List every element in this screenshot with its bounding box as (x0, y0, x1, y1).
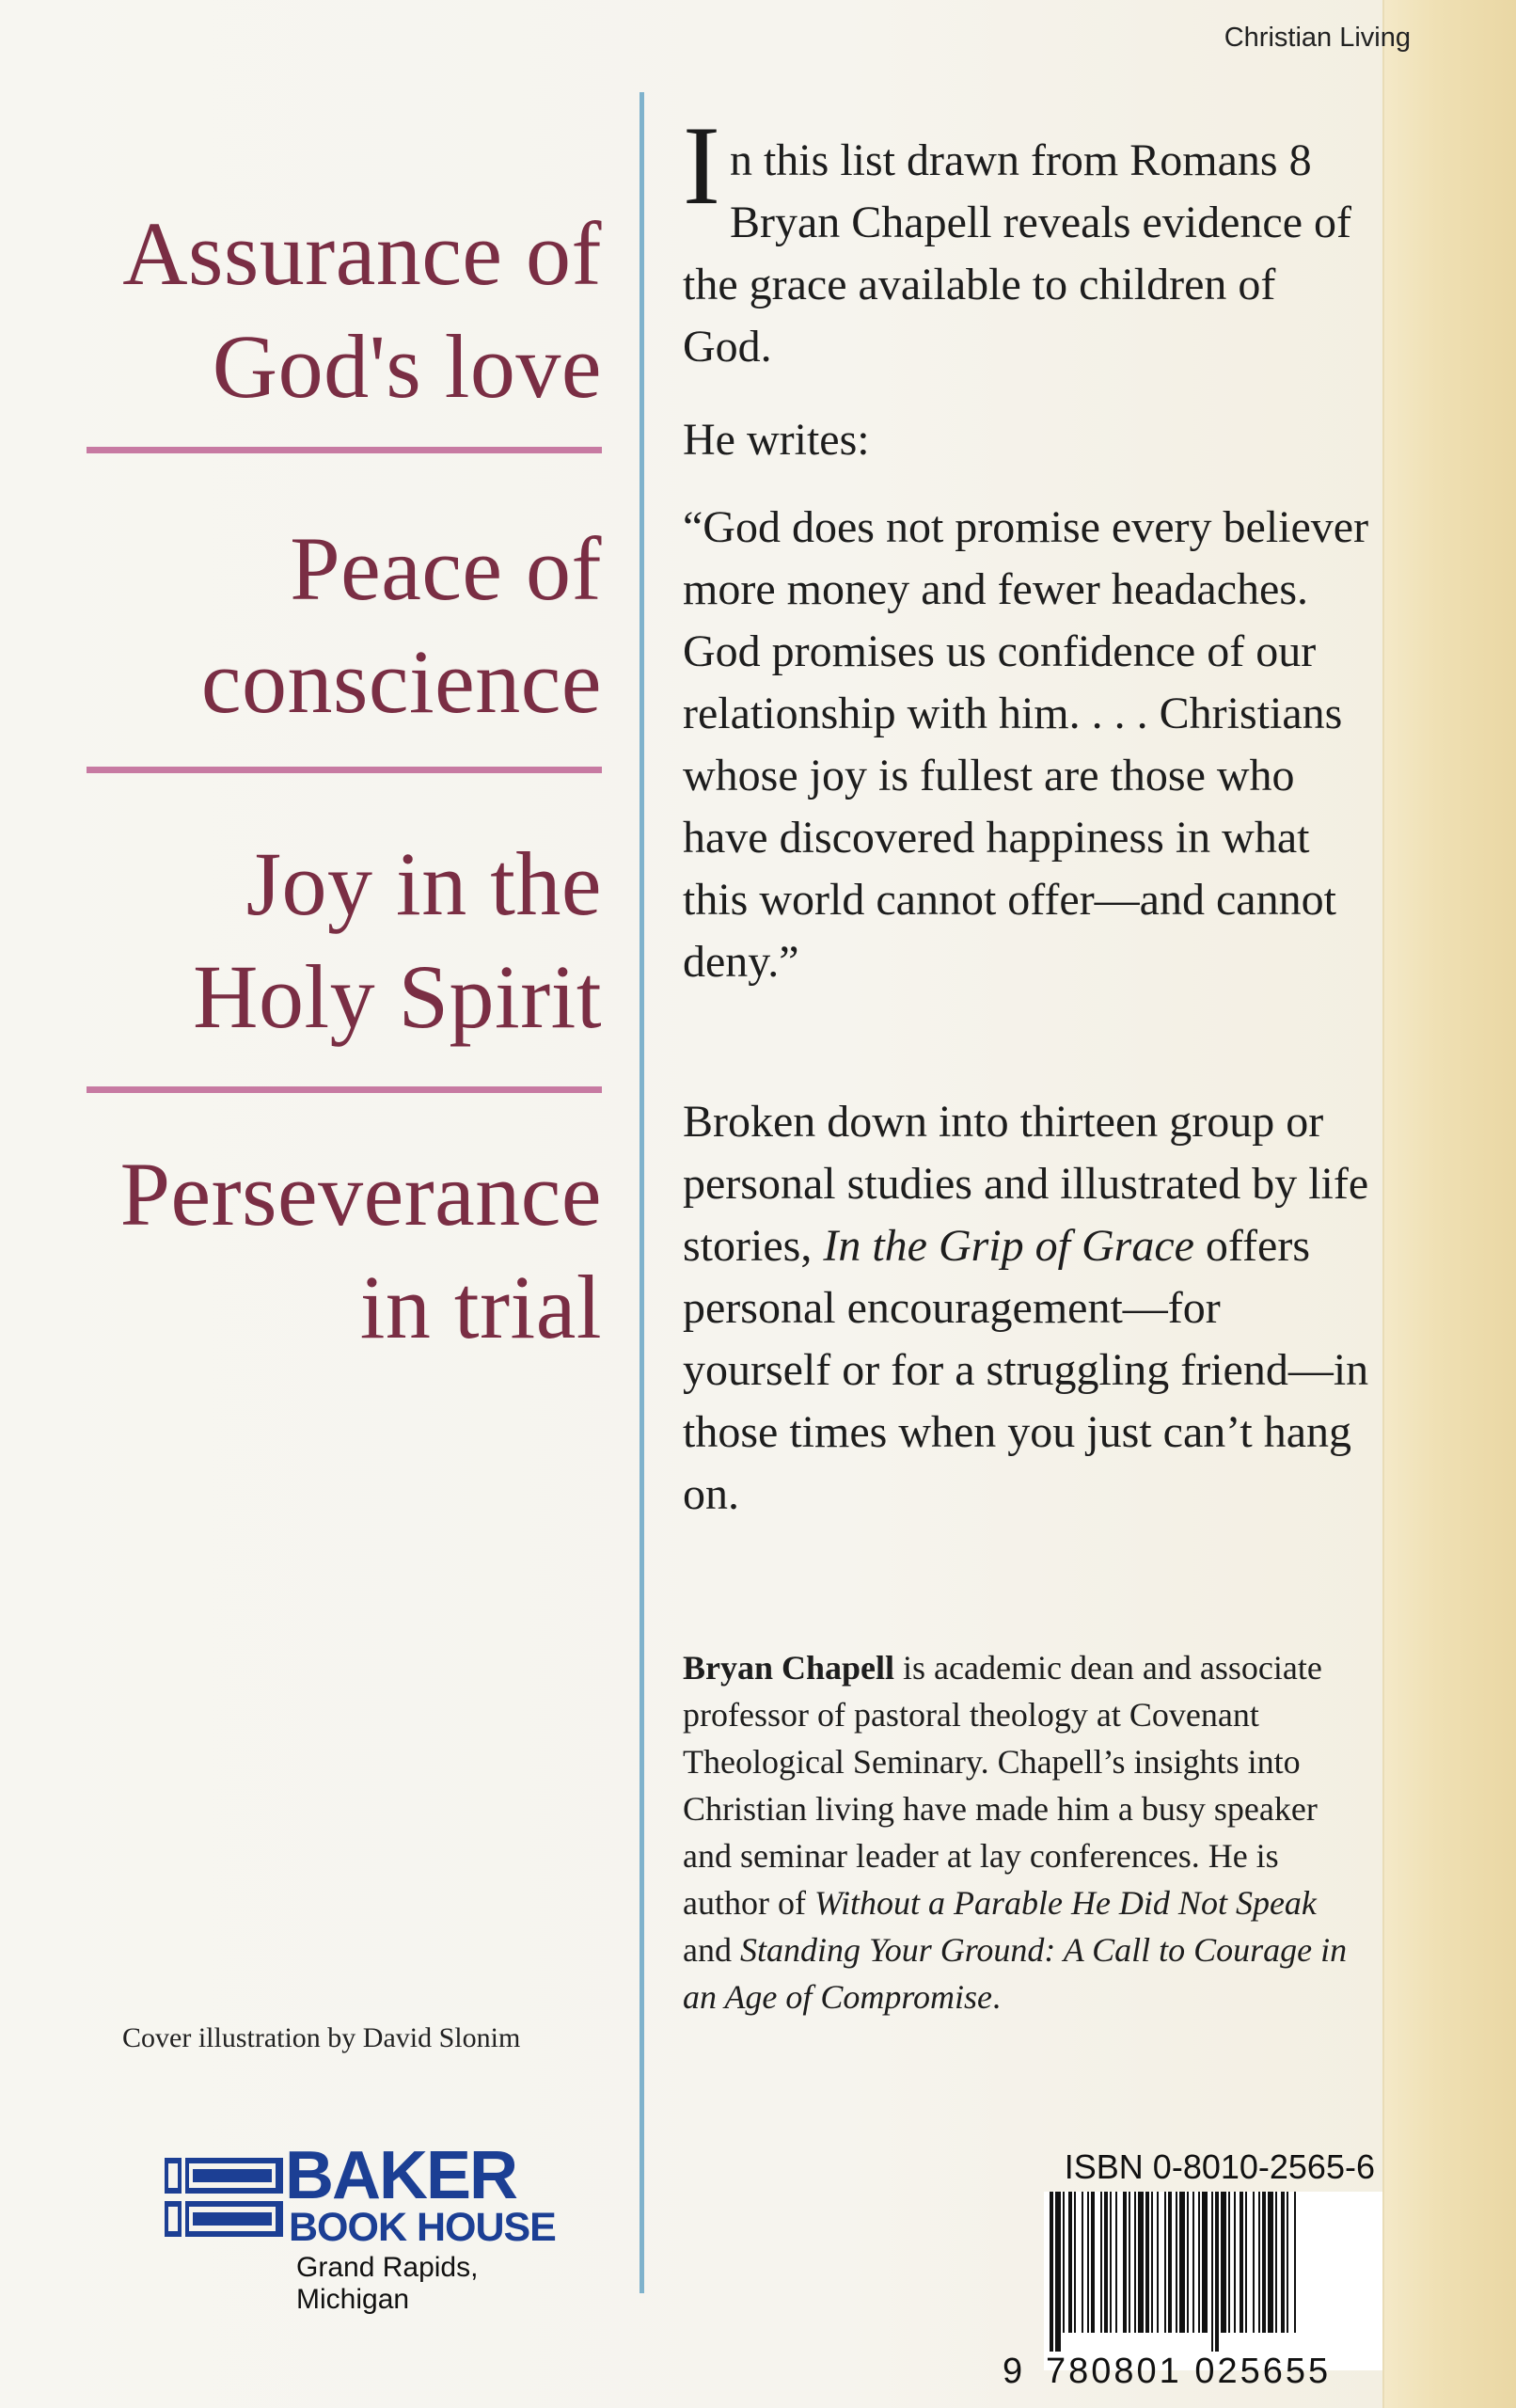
barcode-bar (1074, 2192, 1076, 2333)
publisher-name: BAKER (285, 2138, 517, 2213)
barcode-bar (1187, 2192, 1189, 2333)
barcode-bar (1138, 2192, 1144, 2333)
barcode-bar (1240, 2192, 1243, 2333)
barcode-bars (1048, 2192, 1379, 2352)
barcode-bar (1179, 2192, 1185, 2333)
isbn: ISBN 0-8010-2565-6 (1064, 2147, 1375, 2186)
heading-joy: Joy in the Holy Spirit (193, 833, 602, 1047)
vertical-divider (640, 92, 644, 2293)
quote-paragraph: “God does not promise every believer more money and fewer headaches. God promises us confidence of our relationship with him. . . . Christians whose joy is fullest are those who have discovered happiness in what this world cannot offer—and cannot deny.” (683, 502, 1369, 987)
barcode-bar (1087, 2192, 1089, 2333)
barcode-bar (1262, 2192, 1266, 2333)
book-stack-icon (165, 2152, 287, 2246)
barcode-bar (1275, 2192, 1277, 2333)
barcode-first-digit: 9 (1003, 2352, 1023, 2391)
barcode-bar (1104, 2192, 1108, 2333)
barcode-bar (1151, 2192, 1153, 2333)
barcode-bar (1050, 2192, 1053, 2352)
barcode-bar (1164, 2192, 1166, 2333)
heading-rule (87, 767, 602, 773)
intro-paragraph (683, 103, 1369, 378)
barcode-bar (1202, 2192, 1208, 2333)
category-label: Christian Living (1224, 23, 1411, 53)
barcode-bar (1234, 2192, 1236, 2333)
heading-rule (87, 447, 602, 453)
heading-perseverance: Perseverance in trial (119, 1144, 602, 1357)
page-edge (1384, 0, 1516, 2408)
barcode-bar (1253, 2192, 1255, 2333)
book-title: Without a Parable He Did Not Speak (813, 1884, 1317, 1922)
writes-line: He writes: (683, 415, 870, 465)
barcode-bar (1287, 2192, 1288, 2333)
barcode (1044, 2192, 1382, 2370)
barcode-bar (1123, 2192, 1127, 2333)
heading-rule (87, 1086, 602, 1093)
barcode-bar (1055, 2192, 1061, 2352)
barcode-bar (1245, 2192, 1247, 2333)
barcode-bar (1221, 2192, 1226, 2333)
barcode-bar (1258, 2192, 1260, 2333)
headings-column (56, 99, 602, 1357)
barcode-bar (1192, 2192, 1194, 2333)
description-paragraph: Broken down into thirteen group or personal studies and illustrated by life stories, In the Grip of Grace offers personal encouragement—for yourself or for a struggling friend—in those times when you just can’t hang on. (683, 1097, 1369, 1519)
barcode-bar (1063, 2192, 1065, 2333)
intro-text: n this list drawn from Romans 8 Bryan Chapell reveals evidence of the grace available to children of God. (683, 135, 1352, 372)
barcode-bar (1268, 2192, 1273, 2333)
barcode-bar (1198, 2192, 1200, 2333)
heading-peace: Peace of conscience (200, 518, 602, 732)
illustration-credit: Cover illustration by David Slonim (122, 2022, 521, 2053)
book-title: Standing Your Ground: A Call to Courage in an Age of Compromise (683, 1931, 1348, 2016)
publisher-name-line2: BOOK HOUSE (289, 2205, 556, 2250)
book-title: In the Grip of Grace (823, 1221, 1194, 1271)
barcode-bar (1134, 2192, 1136, 2333)
barcode-bar (1281, 2192, 1285, 2333)
barcode-bar (1157, 2192, 1159, 2333)
barcode-bar (1129, 2192, 1130, 2333)
author-name: Bryan Chapell (683, 1649, 895, 1687)
barcode-bar (1211, 2192, 1213, 2352)
barcode-bar (1145, 2192, 1149, 2333)
drop-cap: I (683, 103, 720, 228)
barcode-bar (1100, 2192, 1102, 2333)
barcode-bar (1110, 2192, 1112, 2333)
barcode-bar (1228, 2192, 1230, 2333)
heading-assurance: Assurance of God's love (122, 203, 602, 417)
barcode-bar (1082, 2192, 1083, 2333)
barcode-bar (1091, 2192, 1095, 2333)
publisher-city: Grand Rapids, Michigan (296, 2252, 479, 2315)
barcode-bar (1294, 2192, 1296, 2333)
barcode-bar (1176, 2192, 1177, 2333)
author-bio: Bryan Chapell is academic dean and associate professor of pastoral theology at Covenant Theological Seminary. Chapell’s insights into Christian living have made him a busy speaker and seminar leader at lay conferences. He is author of Without a Parable He Did Not Speak and Standing Your Ground: A Call to Courage in an Age of Compromise. (683, 1649, 1348, 2016)
barcode-bar (1215, 2192, 1219, 2352)
barcode-bar (1168, 2192, 1172, 2333)
barcode-bar (1068, 2192, 1072, 2333)
publisher-logo (165, 2138, 597, 2315)
barcode-bar (1115, 2192, 1117, 2333)
barcode-digits: 780801 025655 (1046, 2352, 1332, 2391)
